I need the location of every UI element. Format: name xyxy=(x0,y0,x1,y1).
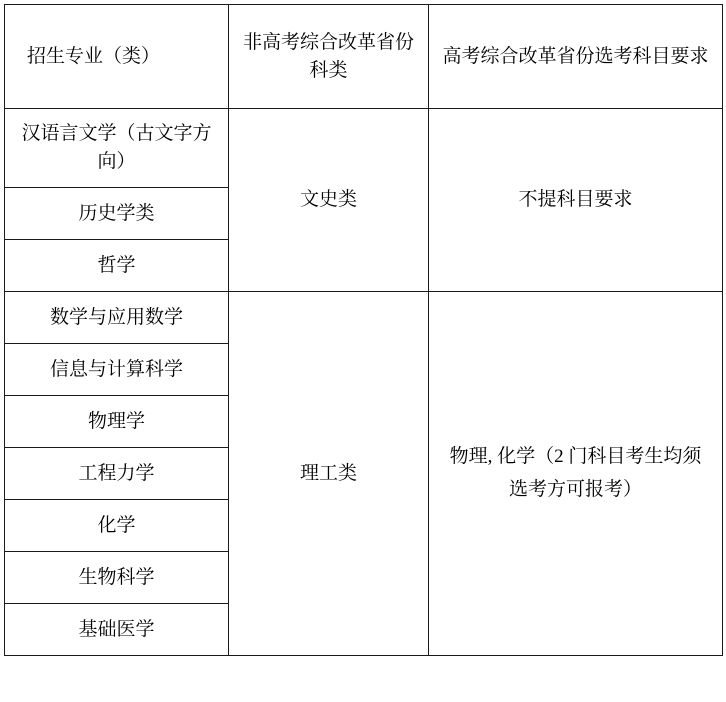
major-name-cell: 哲学 xyxy=(5,240,229,292)
major-name-cell: 生物科学 xyxy=(5,552,229,604)
subject-category-cell: 理工类 xyxy=(229,292,429,656)
table-header xyxy=(5,5,723,109)
subject-requirement-cell: 不提科目要求 xyxy=(429,109,723,292)
major-name-cell: 物理学 xyxy=(5,396,229,448)
subject-requirement-cell: 物理, 化学（2 门科目考生均须选考方可报考） xyxy=(429,292,723,656)
column-header-reform: 高考综合改革省份选考科目要求 xyxy=(429,5,723,109)
admission-major-table xyxy=(4,4,723,656)
column-header-major: 招生专业（类） xyxy=(5,5,229,109)
major-name-cell: 工程力学 xyxy=(5,448,229,500)
major-name-cell: 化学 xyxy=(5,500,229,552)
major-name-cell: 汉语言文学（古文字方向） xyxy=(5,109,229,188)
table-row xyxy=(5,109,723,188)
table-header-row xyxy=(5,5,723,109)
table-body xyxy=(5,109,723,656)
table-row xyxy=(5,292,723,344)
column-header-non-reform: 非高考综合改革省份科类 xyxy=(229,5,429,109)
subject-category-cell: 文史类 xyxy=(229,109,429,292)
major-name-cell: 信息与计算科学 xyxy=(5,344,229,396)
admission-major-table-container xyxy=(0,4,726,702)
major-name-cell: 数学与应用数学 xyxy=(5,292,229,344)
major-name-cell: 历史学类 xyxy=(5,188,229,240)
major-name-cell: 基础医学 xyxy=(5,604,229,656)
